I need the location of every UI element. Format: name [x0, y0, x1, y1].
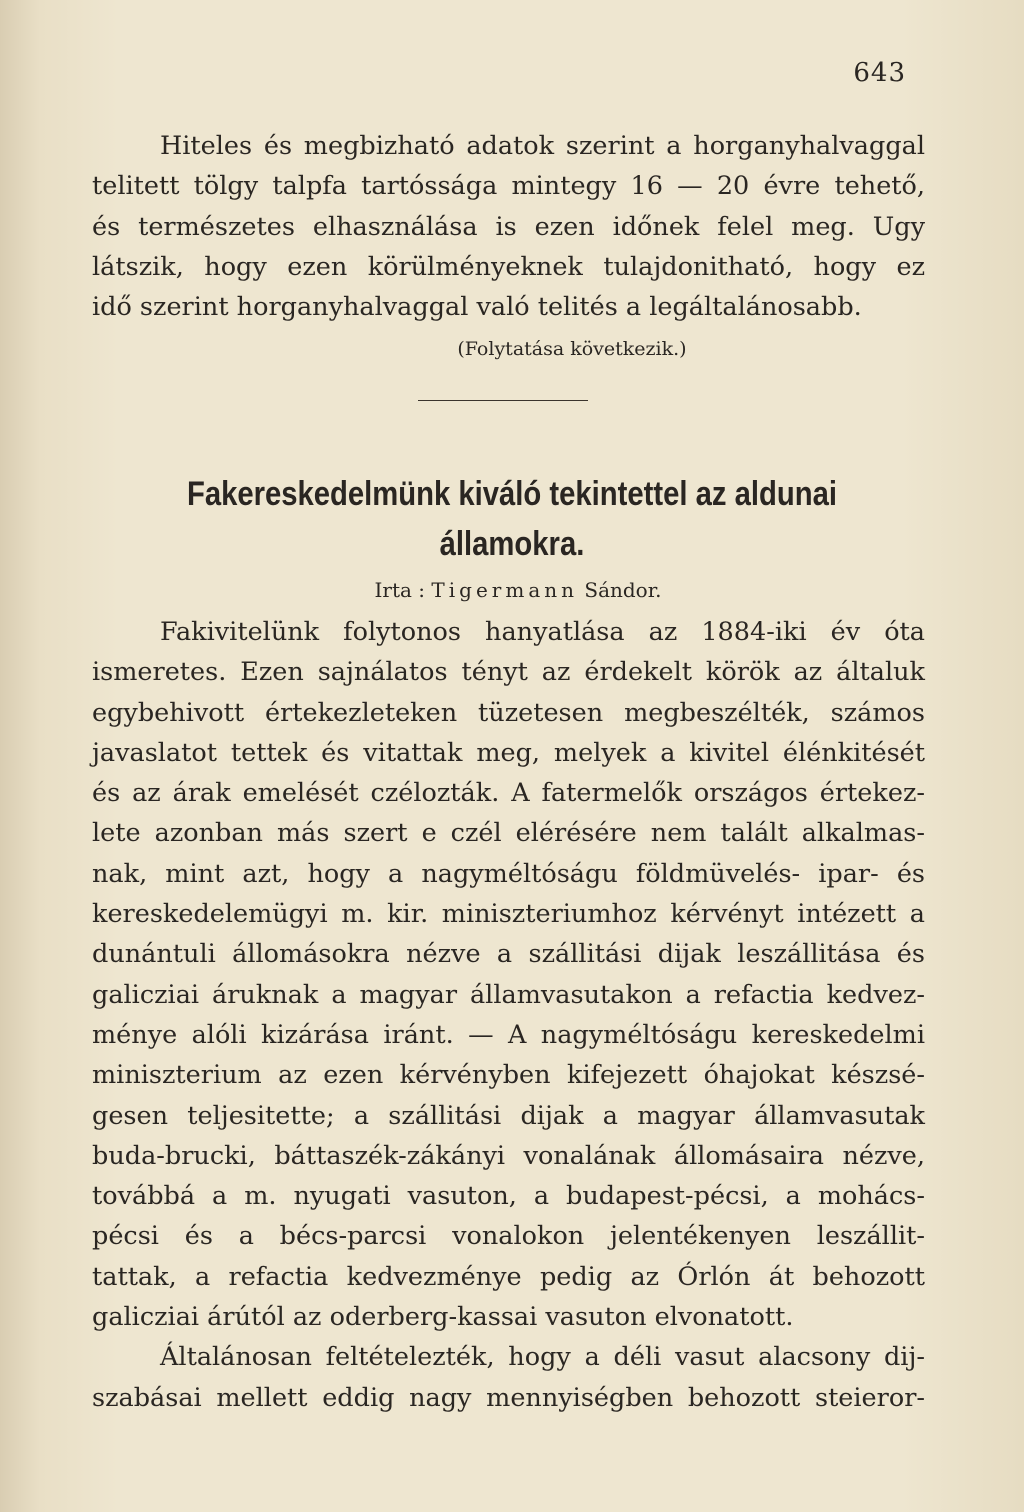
text-line: gesen teljesitette; a szállitási dijak a magyar államvasutak [92, 1100, 925, 1131]
text-line: nak, mint azt, hogy a nagyméltóságu földmüvelés- ipar- és [92, 858, 925, 889]
text-line: buda-brucki, báttaszék-zákányi vonalának állomásaira nézve, [92, 1140, 925, 1171]
article-author [0, 578, 1024, 602]
author-prefix: Irta : [374, 578, 426, 602]
text-line: galicziai áruknak a magyar államvasutakon a refactia kedvez- [92, 979, 925, 1010]
text-line: Hiteles és megbizható adatok szerint a horganyhalvaggal [160, 131, 925, 161]
text-line: lete azonban más szert e czél elérésére nem talált alkalmas- [92, 818, 925, 849]
article-title-line-1: Fakereskedelmünk kiváló tekintettel az aldunai [186, 475, 838, 513]
author-surname: Tigermann [431, 578, 579, 602]
page-number: 643 [853, 58, 906, 88]
text-line: szabásai mellett eddig nagy mennyiségben behozott steieror- [92, 1382, 925, 1413]
text-line: ismeretes. Ezen sajnálatos tényt az érdekelt körök az általuk [92, 657, 925, 688]
text-line: tattak, a refactia kedvezménye pedig az Órlón át behozott [92, 1261, 925, 1292]
text-line: ménye alóli kizárása iránt. — A nagyméltóságu kereskedelmi [92, 1019, 925, 1050]
article-body [92, 612, 925, 1418]
previous-article-ending [92, 126, 925, 327]
continuation-note: (Folytatása következik.) [457, 338, 687, 360]
section-divider [418, 400, 588, 401]
text-line: és az árak emelését czélozták. A fatermelők országos értekez- [92, 778, 925, 809]
text-line: miniszterium az ezen kérvényben kifejezett óhajokat készsé- [92, 1060, 925, 1091]
text-line: látszik, hogy ezen körülményeknek tulajdonitható, hogy ez [92, 251, 925, 282]
text-line: telitett tölgy talpfa tartóssága mintegy 16 — 20 évre tehető, [92, 171, 925, 202]
author-given-name: Sándor. [584, 578, 662, 602]
text-line: és természetes elhasználása is ezen időnek felel meg. Ugy [92, 211, 925, 242]
text-line: javaslatot tettek és vitattak meg, melyek a kivitel élénkitését [92, 737, 925, 768]
text-line: egybehivott értekezleteken tüzetesen megbeszélték, számos [92, 697, 925, 728]
text-line: Általánosan feltételezték, hogy a déli vasut alacsony dij- [160, 1342, 925, 1373]
text-line: galicziai árútól az oderberg-kassai vasuton elvonatott. [92, 1302, 794, 1333]
text-line: továbbá a m. nyugati vasuton, a budapest-pécsi, a mohács- [92, 1181, 925, 1212]
text-line: kereskedelemügyi m. kir. miniszteriumhoz kérvényt intézett a [92, 899, 925, 930]
article-title-line-2: államokra. [439, 525, 585, 563]
text-line: idő szerint horganyhalvaggal való telités a legáltalánosabb. [92, 292, 862, 323]
text-line: Fakivitelünk folytonos hanyatlása az 1884-iki év óta [160, 617, 925, 647]
text-line: pécsi és a bécs-parcsi vonalokon jelentékenyen leszállit- [92, 1221, 925, 1252]
text-line: dunántuli állomásokra nézve a szállitási dijak leszállitása és [92, 939, 925, 970]
